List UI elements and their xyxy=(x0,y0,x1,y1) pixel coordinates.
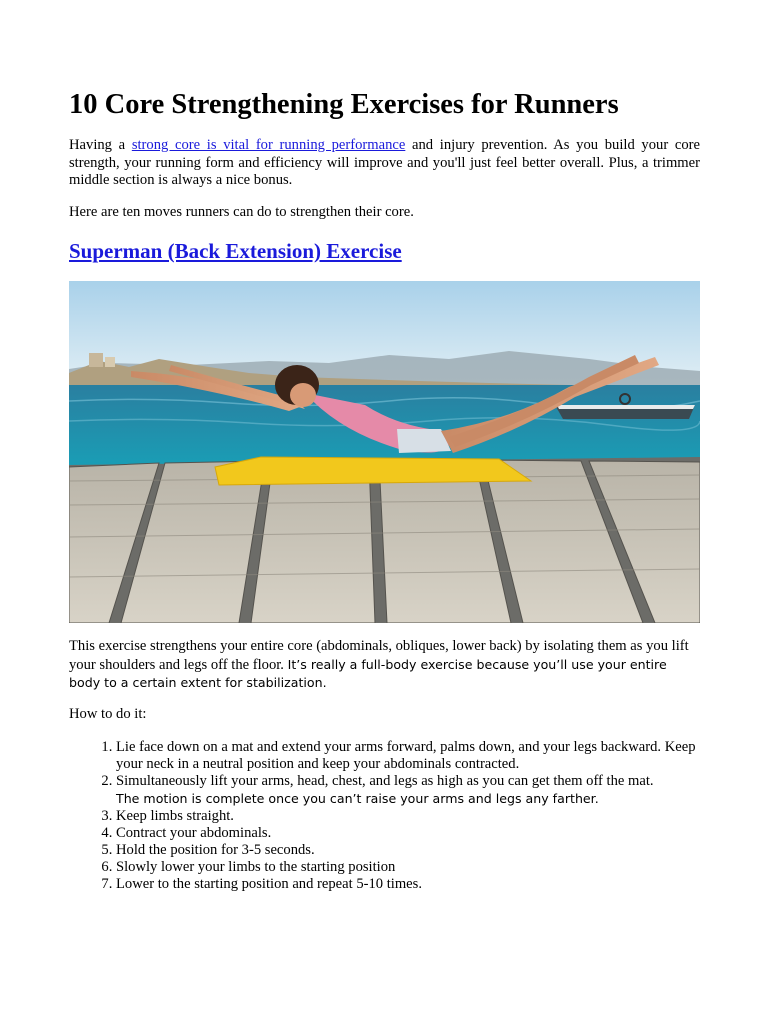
step-text: Lower to the starting position and repeat 5-10 times. xyxy=(116,876,422,892)
section-heading xyxy=(69,236,402,266)
step-text: Slowly lower your limbs to the starting position xyxy=(116,859,396,875)
photo-illustration xyxy=(69,281,700,623)
steps-list xyxy=(69,739,700,893)
step-text: Simultaneously lift your arms, head, chest, and legs as high as you can get them off the mat. xyxy=(116,773,654,789)
step-text: Contract your abdominals. xyxy=(116,825,272,841)
list-item xyxy=(116,773,700,808)
exercise-description xyxy=(69,638,700,693)
lead-in-paragraph: Here are ten moves runners can do to strengthen their core. xyxy=(69,204,414,220)
list-item xyxy=(116,808,700,825)
section-heading-link[interactable]: Superman (Back Extension) Exercise xyxy=(69,239,402,263)
intro-text-before: Having a xyxy=(69,137,132,153)
step-text: Hold the position for 3-5 seconds. xyxy=(116,842,315,858)
step-extra-text: The motion is complete once you can’t raise your arms and legs any farther. xyxy=(116,791,599,806)
page-title: 10 Core Strengthening Exercises for Runners xyxy=(69,89,619,120)
step-text: Keep limbs straight. xyxy=(116,808,234,824)
how-to-label: How to do it: xyxy=(69,706,147,722)
description-sans-text: It’s really a full-body exercise because you’ll use your entire body to a certain extent for stabilization. xyxy=(69,656,667,690)
step-text: Lie face down on a mat and extend your arms forward, palms down, and your legs backward. Keep your neck in a neutral position and keep your abdominals contracted. xyxy=(116,739,696,772)
list-item xyxy=(116,876,700,893)
superman-exercise-photo xyxy=(69,281,700,623)
description-serif-text: This exercise strengthens your entire core (abdominals, obliques, lower back) by isolating them as you lift your shoulders and legs off the floor. xyxy=(69,638,689,673)
list-item xyxy=(116,739,700,773)
list-item xyxy=(116,825,700,842)
list-item xyxy=(116,859,700,876)
intro-paragraph xyxy=(69,137,700,190)
list-item xyxy=(116,842,700,859)
strong-core-link[interactable]: strong core is vital for running performance xyxy=(131,137,406,153)
intro-text-after: and injury prevention. As you build your core strength, your running form and efficiency will improve and you'll just feel better overall. Plus, a trimmer middle section is always a nice bonus. xyxy=(69,137,700,188)
